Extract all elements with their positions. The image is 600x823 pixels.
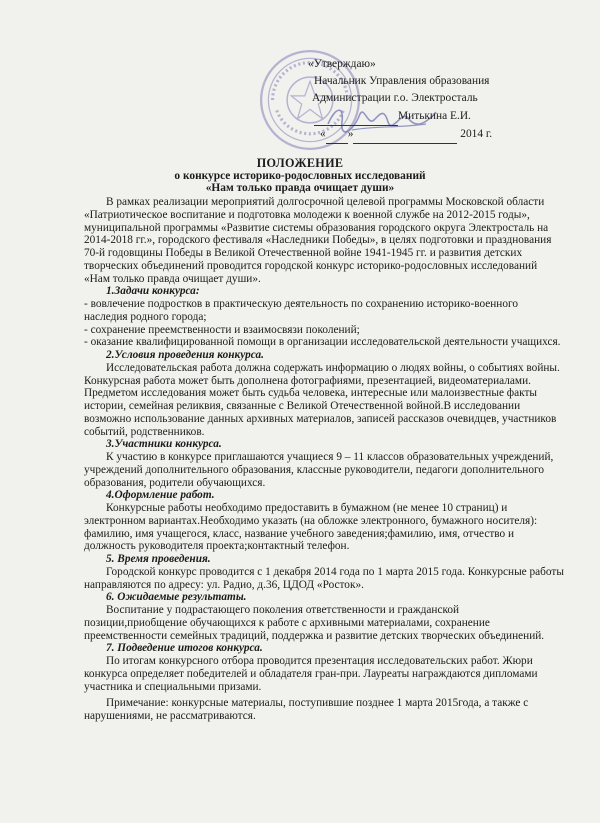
intro-paragraph: В рамках реализации мероприятий долгосрочной целевой программы Московской области «Патриотическое воспитание и подготовка молодежи к военной службе на 2012-2015 годы», муниципальной программы «Развитие системы образования городского округа Электросталь на 2014-2018 гг.», городского фестиваля «Наследники Победы», в целях подготовки и празднования 70-й годовщины Победы в Великой Отечественной войне 1941-1945 гг. и развития детских творческих объединений проводится городской конкурс историко-родословных исследований «Нам только правда очищает души».	[84, 196, 552, 285]
section-heading-5: 5. Время проведения.	[106, 553, 211, 565]
section-heading-6: 6. Ожидаемые результаты.	[106, 591, 247, 604]
section-text-5: Городской конкурс проводится с 1 декабря 2014 года по 1 марта 2015 года. Конкурсные работы направляются по адресу: ул. Радио, д.36, ЦДОД «Росток».	[84, 565, 564, 591]
section-heading-3: 3.Участники конкурса.	[106, 438, 222, 451]
contest-motto: «Нам только правда очищает души»	[205, 182, 395, 195]
approval-caption: «Утверждаю»	[308, 58, 376, 70]
list-item: - оказание квалифицированной помощи в организации исследовательской деятельности учащихся.	[84, 336, 561, 349]
approval-position-2: Администрации г.о. Электросталь	[312, 92, 478, 105]
document-body	[84, 196, 564, 723]
list-item: - сохранение преемственности и взаимосвязи поколений;	[84, 323, 360, 336]
section-text-3: К участию в конкурсе приглашаются учащиеся 9 – 11 классов образовательных учреждений, учреждений дополнительного образования, классные руководители, педагоги дополнительного образования, родители обучающихся.	[84, 451, 554, 489]
document-title-block	[150, 157, 450, 195]
page-subtitle: о конкурсе историко-родословных исследований	[174, 169, 426, 182]
approval-year: 2014 г.	[460, 127, 493, 140]
section-heading-7: 7. Подведение итогов конкурса.	[106, 642, 263, 655]
note-paragraph: Примечание: конкурсные материалы, поступившие позднее 1 марта 2015года, а также с нарушениями, не рассматриваются.	[84, 697, 529, 722]
approval-signature-line	[300, 108, 550, 126]
approval-position-1: Начальник Управления образования	[314, 75, 490, 88]
section-text-2: Исследовательская работа должна содержать информацию о людях войны, о событиях войны. Конкурсная работа может быть дополнена фотографиями, презентацией, видеоматериалами. Предметом исследования может быть судьба человека, интересные или малоизвестные факты истории, семейная реликвия, связанные с Великой Отечественной войной.В исследовании возможно использование данных архивных материалов, записей рассказов очевидцев, участников событий, родственников.	[84, 361, 560, 438]
section-heading-4: 4.Оформление работ.	[106, 489, 215, 502]
section-text-7: По итогам конкурсного отбора проводится презентация исследовательских работ. Жюри конкурса определяет победителей и обладателя гран-при. Лауреаты награждаются дипломами участника и специальными призами.	[84, 655, 538, 693]
section-heading-1: 1.Задачи конкурса:	[106, 285, 200, 298]
section-heading-2: 2.Условия проведения конкурса.	[106, 349, 264, 361]
list-item: - вовлечение подростков в практическую деятельность по сохранению историко-военного наследия родного города;	[84, 298, 518, 323]
page-title: ПОЛОЖЕНИЕ	[256, 156, 344, 170]
approver-name: Митькина Е.И.	[398, 109, 471, 122]
section-text-4: Конкурсные работы необходимо предоставить в бумажном (не менее 10 страниц) и электронном вариантах.Необходимо указать (на обложке электронного, бумажного носителя): фамилию, имя учащегося, класс, название учебного заведения;фамилию, имя, отчество и должность руководителя проекта;контактный телефон.	[84, 502, 538, 553]
approval-block	[300, 56, 550, 144]
approval-date-line: « » 2014 г.	[300, 126, 550, 144]
section-text-6: Воспитание у подрастающего поколения ответственности и гражданской позиции,приобщение обучающихся к работе с архивными материалами, сохранение преемственности семейных традиций, поддержка и развитие детских творческих объединений.	[84, 604, 545, 642]
